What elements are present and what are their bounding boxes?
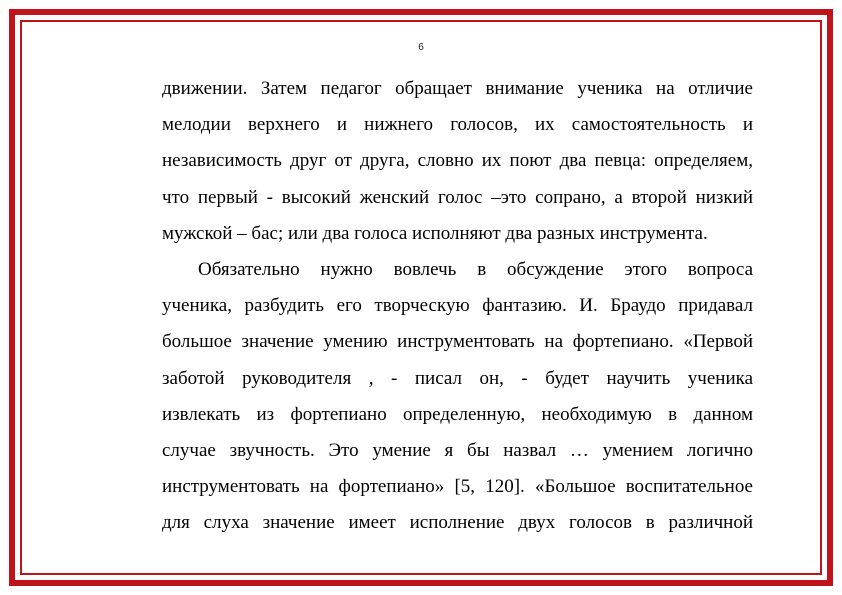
text-line: ученика, разбудить его творческую фантазию. И. Браудо придавал: [162, 295, 753, 317]
document-body: [162, 71, 753, 541]
text-line: независимость друг от друга, словно их поют два певца: определяем,: [162, 150, 753, 172]
text-line: большое значение умению инструментовать на фортепиано. «Первой: [162, 331, 753, 353]
text-line: движении. Затем педагог обращает внимание ученика на отличие: [162, 78, 753, 99]
text-line: мелодии верхнего и нижнего голосов, их самостоятельность и: [162, 114, 753, 136]
text-line: заботой руководителя , - писал он, - будет научить ученика: [162, 367, 753, 389]
text-line: инструментовать на фортепиано» [5, 120]. «Большое воспитательное: [162, 476, 753, 498]
text-line: для слуха значение имеет исполнение двух голосов в различной: [162, 512, 753, 534]
page-number: 6: [418, 42, 424, 53]
text-line: мужской – бас; или два голоса исполняют два разных инструмента.: [162, 222, 708, 244]
text-line-paragraph-start: Обязательно нужно вовлечь в обсуждение этого вопроса: [198, 258, 753, 280]
text-line: извлекать из фортепиано определенную, необходимую в данном: [162, 403, 753, 425]
text-line: случае звучность. Это умение я бы назвал … умением логично: [162, 439, 753, 461]
text-line: что первый - высокий женский голос –это сопрано, а второй низкий: [162, 186, 753, 208]
